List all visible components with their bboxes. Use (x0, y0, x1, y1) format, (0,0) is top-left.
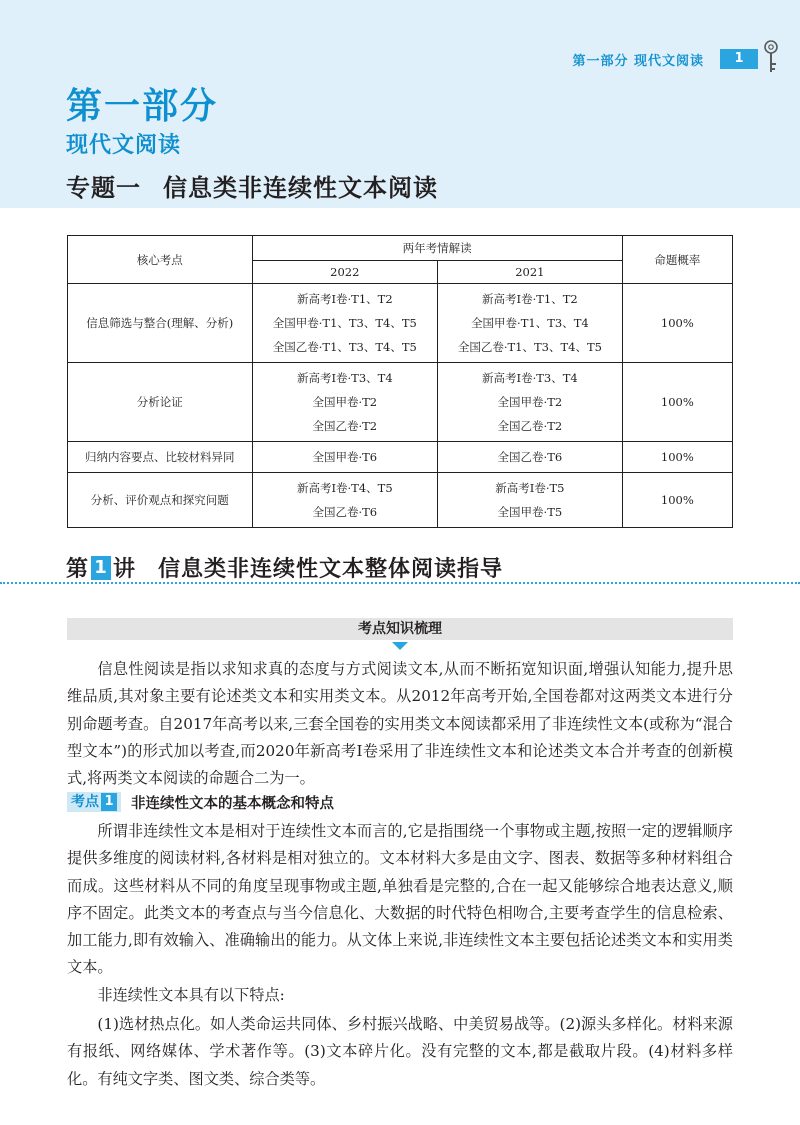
exam-item: 全国甲卷·T1、T3、T4、T5 (272, 316, 417, 330)
exam-item: 全国乙卷·T1、T3、T4、T5 (457, 340, 602, 354)
exam-item: 全国乙卷·T1、T3、T4、T5 (272, 340, 417, 354)
topic-title (66, 168, 438, 203)
table-row (68, 284, 733, 363)
core-point: 分析、评价观点和探究问题 (68, 473, 253, 528)
point-tag (67, 792, 121, 812)
lecture-number: 1 (91, 556, 111, 580)
exam-item: 全国乙卷·T6 (312, 505, 378, 519)
exam-item: 全国甲卷·T1、T3、T4 (471, 316, 589, 330)
part-title: 第一部分 (66, 86, 219, 127)
table-row (68, 363, 733, 442)
page-number: 1 (720, 49, 758, 69)
down-arrow-icon (392, 642, 408, 650)
exams-2021 (438, 284, 623, 363)
core-point: 信息筛选与整合(理解、分析) (68, 284, 253, 363)
core-point: 归纳内容要点、比较材料异同 (68, 442, 253, 473)
lecture-prefix: 第 (66, 557, 90, 582)
header-2021: 2021 (438, 261, 623, 284)
exam-item: 新高考Ⅰ卷·T3、T4 (482, 371, 578, 385)
table-row (68, 442, 733, 473)
probability: 100% (622, 284, 732, 363)
exams-2021: 全国乙卷·T6 (438, 442, 623, 473)
point-paragraph-1: 所谓非连续性文本是相对于连续性文本而言的,它是指围绕一个事物或主题,按照一定的逻辑顺序提供多维度的阅读材料,各材料是相对独立的。文本材料大多是由文字、图表、数据等多种材料组合而成。这些材料从不同的角度呈现事物或主题,单独看是完整的,合在一起又能够综合地表达意义,顺序不固定。此类文本的考查点与当今信息化、大数据的时代特色相吻合,主要考查学生的信息检索、加工能力,即有效输入、准确输出的能力。从文体上来说,非连续性文本主要包括论述类文本和实用类文本。 (67, 822, 733, 977)
exam-item: 全国甲卷·T5 (497, 505, 563, 519)
core-point: 分析论证 (68, 363, 253, 442)
lecture-suffix: 讲 (113, 557, 137, 582)
key-icon (760, 40, 782, 78)
part-subtitle: 现代文阅读 (66, 133, 182, 158)
exams-2022 (252, 473, 438, 528)
exam-item: 全国甲卷·T2 (312, 395, 378, 409)
exams-2021 (438, 473, 623, 528)
probability: 100% (622, 442, 732, 473)
lecture-name: 信息类非连续性文本整体阅读指导 (158, 557, 504, 582)
topic-label: 专题一 (66, 174, 141, 202)
header-two-years: 两年考情解读 (252, 236, 622, 261)
lecture-title (66, 552, 503, 583)
point-paragraph-2: 非连续性文本具有以下特点: (97, 986, 285, 1004)
running-header (572, 42, 782, 76)
exam-analysis-table (67, 235, 733, 528)
topic-name: 信息类非连续性文本阅读 (163, 174, 438, 202)
point-paragraph-3: (1)选材热点化。如人类命运共同体、乡村振兴战略、中美贸易战等。(2)源头多样化。材料来源有报纸、网络媒体、学术著作等。(3)文本碎片化。没有完整的文本,都是截取片段。(4)材料多样化。有纯文字类、图文类、综合类等。 (67, 1015, 733, 1088)
knowledge-bar: 考点知识梳理 (67, 618, 733, 640)
exams-2022: 全国甲卷·T6 (252, 442, 438, 473)
intro-paragraph: 信息性阅读是指以求知求真的态度与方式阅读文本,从而不断拓宽知识面,增强认知能力,提升思维品质,其对象主要有论述类文本和实用类文本。从2012年高考开始,全国卷都对这两类文本进行分别命题考查。自2017年高考以来,三套全国卷的实用类文本阅读都采用了非连续性文本(或称为“混合型文本”)的形式加以考查,而2020年新高考Ⅰ卷采用了非连续性文本和论述类文本合并考查的创新模式,将两类文本阅读的命题合二为一。 (67, 660, 733, 788)
exam-item: 新高考Ⅰ卷·T5 (495, 481, 565, 495)
header-2022: 2022 (252, 261, 438, 284)
table-row (68, 473, 733, 528)
exam-item: 新高考Ⅰ卷·T4、T5 (296, 481, 393, 495)
probability: 100% (622, 473, 732, 528)
point-title: 非连续性文本的基本概念和特点 (131, 795, 334, 812)
exams-2022 (252, 284, 438, 363)
exam-item: 新高考Ⅰ卷·T3、T4 (296, 371, 393, 385)
exam-item: 全国乙卷·T2 (497, 419, 563, 433)
exam-item: 新高考Ⅰ卷·T1、T2 (482, 292, 578, 306)
dotted-divider (0, 582, 800, 584)
header-probability: 命题概率 (622, 236, 732, 284)
probability: 100% (622, 363, 732, 442)
exam-item: 全国甲卷·T2 (497, 395, 563, 409)
point-heading (67, 791, 334, 813)
exams-2021 (438, 363, 623, 442)
exam-item: 新高考Ⅰ卷·T1、T2 (296, 292, 393, 306)
point-number: 1 (101, 793, 117, 811)
exam-item: 全国乙卷·T2 (312, 419, 378, 433)
point-tag-label: 考点 (71, 794, 99, 810)
section-label: 第一部分 现代文阅读 (572, 53, 704, 69)
header-core: 核心考点 (68, 236, 253, 284)
exams-2022 (252, 363, 438, 442)
